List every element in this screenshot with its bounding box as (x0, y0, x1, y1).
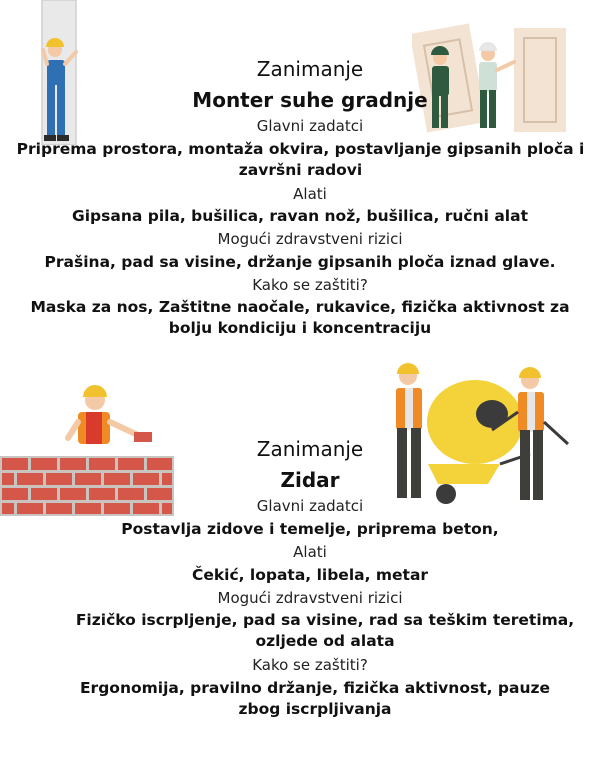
section-2-tasks-label: Glavni zadatci (256, 497, 364, 515)
section-2-heading: Zanimanje (256, 437, 364, 461)
drywall-worker-illustration (30, 0, 90, 145)
section-1-heading: Zanimanje (256, 57, 364, 81)
section-2-tasks: Postavlja zidove i temelje, priprema beton, (121, 520, 499, 538)
section-1-protect-label: Kako se zaštiti? (252, 276, 368, 294)
section-1-risks: Prašina, pad sa visine, držanje gipsanih ploča iznad glave. (44, 253, 556, 271)
section-2-title: Zidar (280, 468, 340, 492)
cement-mixer-illustration (380, 362, 580, 512)
section-2-tools-label: Alati (293, 543, 327, 561)
section-2-protect-label: Kako se zaštiti? (252, 656, 368, 674)
section-1-tasks-label: Glavni zadatci (256, 117, 364, 135)
section-1-tasks: Priprema prostora, montaža okvira, postavljanje gipsanih ploča i završni radovi (16, 140, 585, 179)
section-2-risks: Fizičko iscrpljenje, pad sa visine, rad sa teškim teretima, ozljede od alata (75, 611, 575, 650)
section-1-risks-label: Mogući zdravstveni rizici (217, 230, 403, 248)
section-1-title: Monter suhe gradnje (192, 88, 428, 112)
section-1-protect: Maska za nos, Zaštitne naočale, rukavice, fizička aktivnost za bolju kondiciju i koncentraciju (30, 298, 570, 337)
section-2-protect: Ergonomija, pravilno držanje, fizička aktivnost, pauze zbog iscrpljivanja (79, 679, 551, 718)
section-2-tools: Čekić, lopata, libela, metar (191, 566, 429, 584)
section-1-tools: Gipsana pila, bušilica, ravan nož, bušilica, ručni alat (72, 207, 528, 225)
bricklayer-illustration (0, 378, 178, 518)
section-1-tools-label: Alati (293, 185, 327, 203)
section-2-risks-label: Mogući zdravstveni rizici (217, 589, 403, 607)
